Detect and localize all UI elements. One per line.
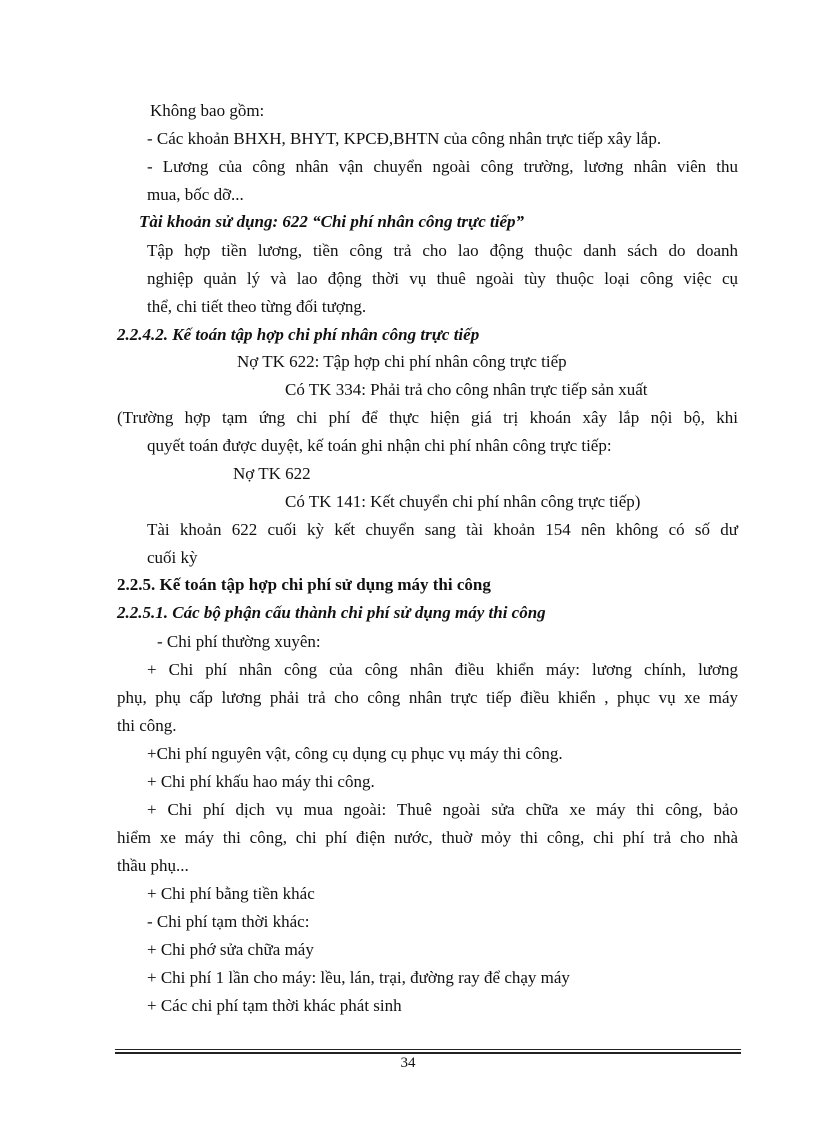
journal-entry-credit: Có TK 141: Kết chuyển chi phí nhân công trực tiếp) xyxy=(285,492,641,511)
text-line: - Chi phí thường xuyên: xyxy=(157,632,321,651)
text-line: +Chi phí nguyên vật, công cụ dụng cụ phục vụ máy thi công. xyxy=(147,744,563,763)
text-line: Tập hợp tiền lương, tiền công trả cho lao động thuộc danh sách do doanh xyxy=(147,241,738,260)
journal-entry-credit: Có TK 334: Phải trả cho công nhân trực tiếp sản xuất xyxy=(285,380,648,399)
text-line: thầu phụ... xyxy=(117,856,189,875)
section-heading: 2.2.5. Kế toán tập hợp chi phí sử dụng máy thi công xyxy=(117,575,491,594)
text-line: + Chi phớ sửa chữa máy xyxy=(147,940,314,959)
text-line: + Chi phí 1 lần cho máy: lều, lán, trại, đường ray để chạy máy xyxy=(147,968,570,987)
text-line: + Chi phí dịch vụ mua ngoài: Thuê ngoài sửa chữa xe máy thi công, bảo xyxy=(147,800,738,819)
page-number: 34 xyxy=(400,1055,416,1071)
text-line: + Chi phí khấu hao máy thi công. xyxy=(147,772,375,791)
text-line: - Lương của công nhân vận chuyển ngoài công trường, lương nhân viên thu xyxy=(147,157,738,176)
text-line: mua, bốc dỡ... xyxy=(147,185,244,204)
section-heading: 2.2.4.2. Kế toán tập hợp chi phí nhân công trực tiếp xyxy=(117,325,480,344)
text-line: + Các chi phí tạm thời khác phát sinh xyxy=(147,996,402,1015)
text-line: thi công. xyxy=(117,716,177,735)
footer-rule xyxy=(115,1049,741,1050)
text-line: (Trường hợp tạm ứng chi phí để thực hiện giá trị khoán xây lắp nội bộ, khi xyxy=(117,408,738,427)
text-line: hiểm xe máy thi công, chi phí điện nước, thuờ mỏy thi công, chi phí trả cho nhà xyxy=(117,828,738,847)
text-line: + Chi phí bằng tiền khác xyxy=(147,884,315,903)
section-subheading: Tài khoản sử dụng: 622 “Chi phí nhân công trực tiếp” xyxy=(139,212,525,231)
text-line: - Chi phí tạm thời khác: xyxy=(147,912,310,931)
text-line: thể, chi tiết theo từng đối tượng. xyxy=(147,297,367,316)
section-heading: 2.2.5.1. Các bộ phận cấu thành chi phí sử dụng máy thi công xyxy=(117,603,546,622)
text-line: Không bao gồm: xyxy=(150,101,265,120)
text-line: + Chi phí nhân công của công nhân điều khiển máy: lương chính, lương xyxy=(147,660,738,679)
text-line: Tài khoản 622 cuối kỳ kết chuyển sang tài khoản 154 nên không có số dư xyxy=(147,520,738,539)
journal-entry-debit: Nợ TK 622: Tập hợp chi phí nhân công trực tiếp xyxy=(237,352,567,371)
text-line: phụ, phụ cấp lương phải trả cho công nhân trực tiếp điều khiển , phục vụ xe máy xyxy=(117,688,738,707)
text-line: cuối kỳ xyxy=(147,548,198,567)
journal-entry-debit: Nợ TK 622 xyxy=(233,464,311,483)
text-line: nghiệp quản lý và lao động thời vụ thuê ngoài tùy thuộc loại công việc cụ xyxy=(147,269,738,288)
text-line: quyết toán được duyệt, kế toán ghi nhận chi phí nhân công trực tiếp: xyxy=(147,436,612,455)
text-line: - Các khoản BHXH, BHYT, KPCĐ,BHTN của công nhân trực tiếp xây lắp. xyxy=(147,129,662,148)
